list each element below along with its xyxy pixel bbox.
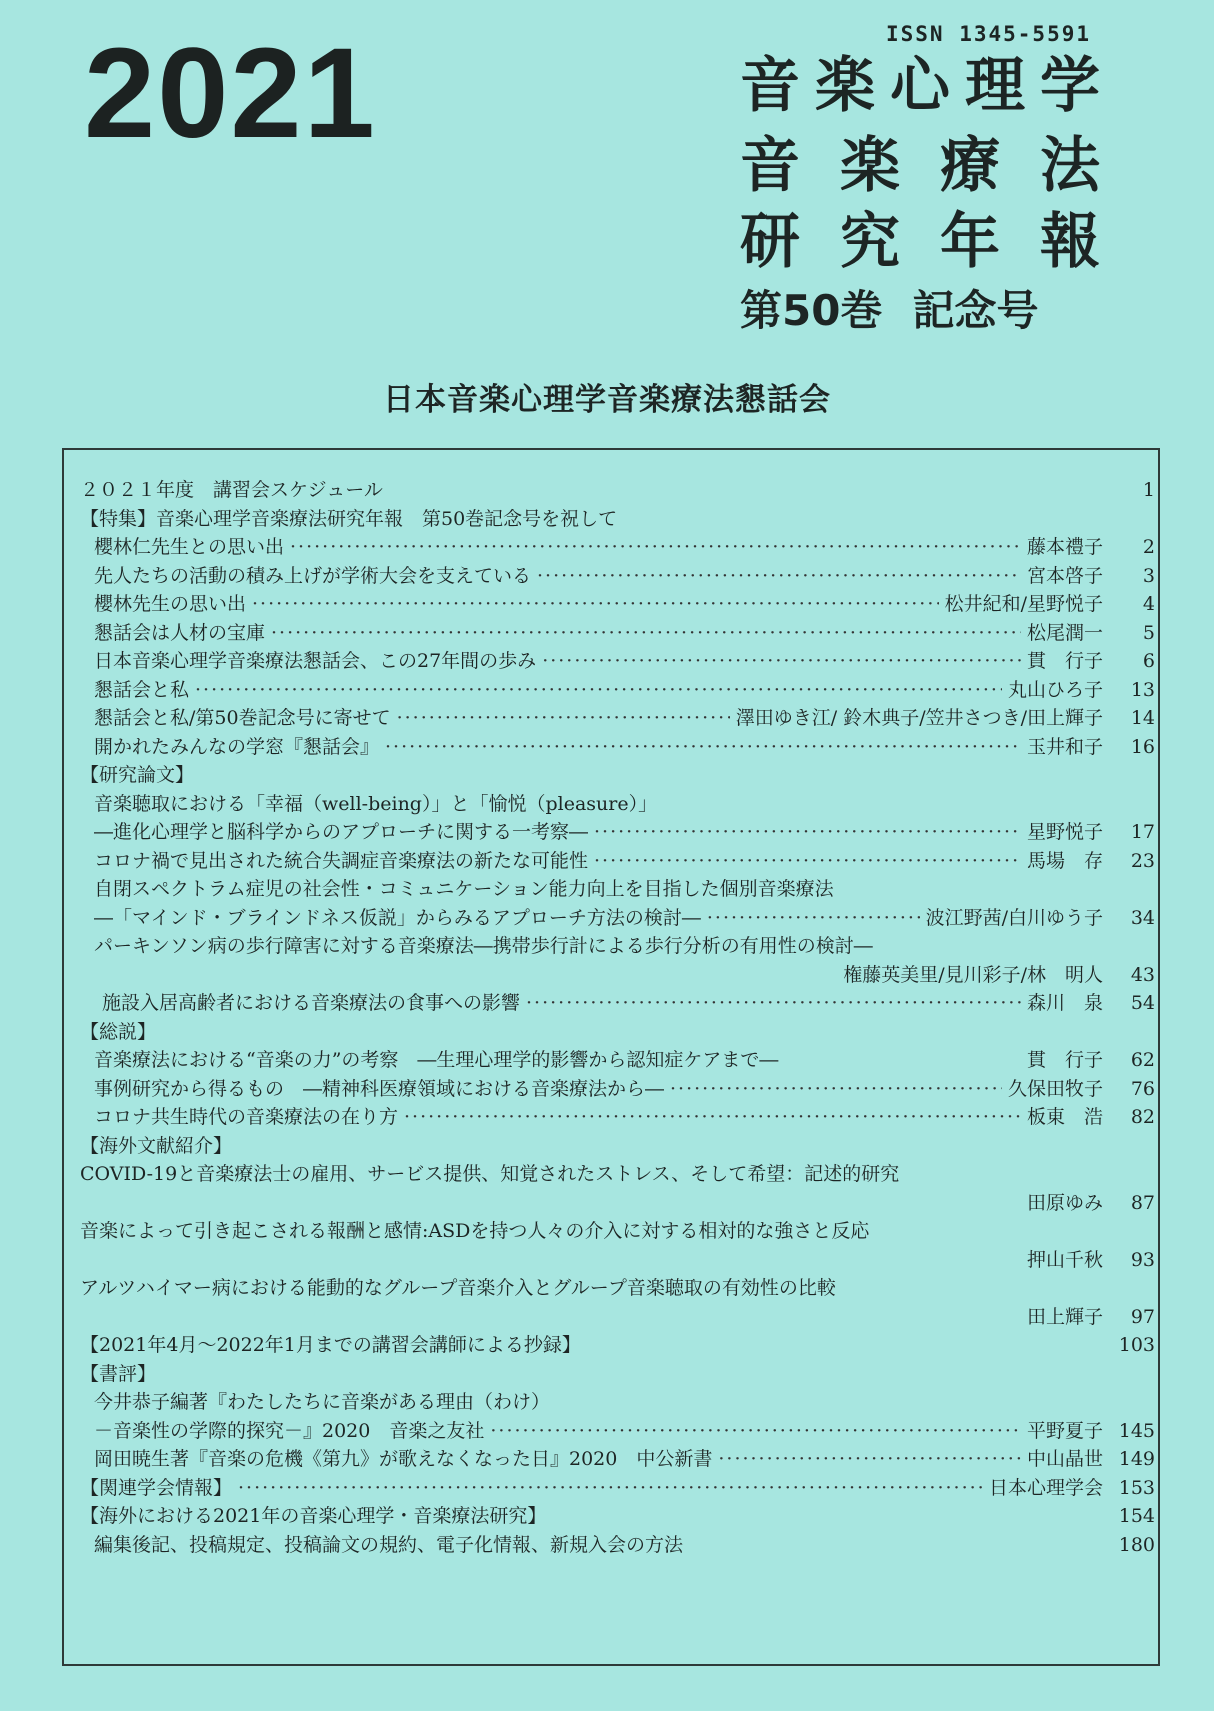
volume-label: [740, 286, 1039, 335]
toc-entry-page: 43: [1130, 963, 1155, 986]
toc-leader-dots: [594, 847, 1021, 876]
toc-entry: [80, 1331, 1155, 1360]
toc-entry: [80, 790, 1155, 819]
journal-title-line-2: 音楽療法: [740, 131, 1100, 201]
toc-entry-page: 2: [1142, 536, 1155, 558]
toc-entry-title: 懇話会と私: [94, 678, 190, 701]
toc-entry-title: 【関連学会情報】: [80, 1476, 233, 1499]
toc-entry: [80, 647, 1155, 676]
toc-leader-dots: [397, 704, 730, 733]
toc-entry-page: 6: [1142, 650, 1155, 672]
toc-entry-page: 76: [1130, 1077, 1155, 1100]
toc-leader-dots: [594, 818, 1021, 847]
toc-leader-dots: [718, 1445, 1021, 1474]
toc-entry-page: 87: [1130, 1191, 1155, 1214]
toc-entry-author: 星野悦子: [1026, 821, 1103, 843]
issn-number: ISSN 1345-5591: [886, 22, 1092, 46]
commemorative-label: 記念号: [912, 286, 1039, 335]
toc-entry: [80, 1388, 1155, 1417]
toc-entry-title: 岡田暁生著『音楽の危機《第九》が歌えなくなった日』2020 中公新書: [94, 1448, 713, 1470]
toc-entry: [80, 1274, 1155, 1303]
toc-entry-author: 森川 泉: [1026, 992, 1103, 1014]
toc-entry-title: 開かれたみんなの学窓『懇話会』: [94, 735, 380, 758]
toc-entry: [80, 619, 1155, 648]
toc-entry: [80, 590, 1155, 619]
toc-entry-title: 自閉スペクトラム症児の社会性・コミュニケーション能力向上を目指した個別音楽療法: [94, 878, 834, 900]
toc-entry-title: 【特集】音楽心理学音楽療法研究年報 第50巻記念号を祝して: [80, 507, 618, 530]
toc-entry: [80, 1132, 1155, 1161]
toc-entry: [80, 533, 1155, 562]
journal-title-line-3: 研究年報: [740, 207, 1100, 277]
table-of-contents: [80, 476, 1155, 1559]
toc-leader-dots: [490, 1417, 1021, 1446]
toc-entry-author: 宮本啓子: [1026, 564, 1103, 587]
toc-entry-page: 17: [1130, 821, 1155, 843]
toc-leader-dots: [385, 733, 1021, 762]
toc-entry-page: 154: [1118, 1505, 1155, 1527]
toc-entry-page: 54: [1130, 992, 1155, 1014]
toc-entry: [80, 1531, 1155, 1560]
toc-entry-title: ―進化心理学と脳科学からのアプローチに関する一考察―: [94, 821, 589, 843]
toc-entry: [80, 733, 1155, 762]
toc-entry: [80, 1217, 1155, 1246]
toc-entry-title: COVID-19と音楽療法士の雇用、サービス提供、知覚されたストレス、そして希望：記述的研究: [80, 1163, 900, 1185]
toc-entry-title: ―「マインド・ブラインドネス仮説」からみるアプローチ方法の検討―: [94, 906, 701, 929]
toc-entry-title: 施設入居高齢者における音楽療法の食事への影響: [102, 992, 521, 1014]
toc-entry: [80, 505, 1155, 534]
toc-entry-page: 97: [1130, 1305, 1155, 1328]
toc-entry-title: コロナ共生時代の音楽療法の在り方: [94, 1106, 399, 1128]
toc-entry-page: 4: [1142, 593, 1155, 615]
toc-leader-dots: [252, 590, 939, 619]
toc-entry-title: 事例研究から得るもの ―精神科医療領域における音楽療法から―: [94, 1077, 665, 1100]
toc-entry-author: 平野夏子: [1026, 1419, 1103, 1442]
toc-entry-title: 【海外における2021年の音楽心理学・音楽療法研究】: [80, 1505, 547, 1527]
toc-entry-title: 櫻林先生の思い出: [94, 593, 247, 615]
toc-entry: [80, 1160, 1155, 1189]
toc-entry-title: 【海外文献紹介】: [80, 1134, 233, 1157]
toc-entry-page: 23: [1130, 849, 1155, 872]
toc-entry-title: 【研究論文】: [80, 764, 195, 786]
toc-entry-page: 103: [1118, 1334, 1155, 1356]
toc-entry-page: 62: [1130, 1049, 1155, 1071]
toc-entry-page: 180: [1118, 1533, 1155, 1556]
toc-entry-author: 権藤英美里/見川彩子/林 明人: [843, 963, 1103, 986]
toc-leader-dots: [537, 562, 1021, 591]
toc-leader-dots: [290, 533, 1021, 562]
toc-entry-title: 懇話会と私/第50巻記念号に寄せて: [94, 707, 391, 729]
toc-entry: [80, 562, 1155, 591]
toc-leader-dots: [542, 647, 1021, 676]
toc-entry-page: 145: [1118, 1419, 1155, 1442]
toc-entry-page: 5: [1142, 621, 1155, 644]
toc-entry: [80, 875, 1155, 904]
toc-entry: [80, 476, 1155, 505]
toc-entry-title: －音楽性の学際的探究－』2020 音楽之友社: [94, 1419, 485, 1442]
toc-entry: [80, 1445, 1155, 1474]
toc-entry-author: 松尾潤一: [1026, 621, 1103, 644]
toc-entry: [80, 761, 1155, 790]
toc-entry-title: 懇話会は人材の宝庫: [94, 621, 266, 644]
toc-entry-page: 34: [1130, 906, 1155, 929]
toc-entry-title: 【総説】: [80, 1020, 157, 1043]
toc-entry: [80, 704, 1155, 733]
toc-entry-title: ２０２１年度 講習会スケジュール: [80, 479, 383, 501]
toc-entry-author: 澤田ゆき江/ 鈴木典子/笠井さつき/田上輝子: [735, 707, 1103, 729]
toc-leader-dots: [404, 1103, 1021, 1132]
toc-leader-dots: [526, 989, 1021, 1018]
toc-leader-dots: [707, 904, 920, 933]
toc-entry: [80, 1303, 1155, 1332]
society-name: 日本音楽心理学音楽療法懇話会: [383, 382, 831, 418]
toc-entry-author: 田上輝子: [1026, 1305, 1103, 1328]
toc-entry-title: 【書評】: [80, 1362, 157, 1385]
toc-entry-page: 149: [1118, 1448, 1155, 1470]
toc-entry: [80, 1360, 1155, 1389]
toc-entry-title: 音楽聴取における「幸福（well-being）」と「愉悦（pleasure）」: [94, 792, 658, 815]
toc-entry-title: 日本音楽心理学音楽療法懇話会、この27年間の歩み: [94, 650, 537, 672]
toc-entry-author: 松井紀和/星野悦子: [944, 593, 1103, 615]
toc-entry-author: 馬場 存: [1026, 849, 1103, 872]
toc-entry: [80, 932, 1155, 961]
toc-entry: [80, 847, 1155, 876]
toc-entry-page: 93: [1130, 1248, 1155, 1271]
toc-entry-author: 中山晶世: [1026, 1448, 1103, 1470]
toc-entry-author: 波江野茜/白川ゆう子: [925, 906, 1103, 929]
toc-entry: [80, 904, 1155, 933]
toc-entry-title: アルツハイマー病における能動的なグループ音楽介入とグループ音楽聴取の有効性の比較: [80, 1277, 836, 1299]
toc-leader-dots: [238, 1474, 983, 1503]
toc-entry-author: 丸山ひろ子: [1007, 678, 1103, 701]
toc-entry: [80, 1075, 1155, 1104]
toc-entry-author: 藤本禮子: [1026, 536, 1103, 558]
toc-entry-author: 貫 行子: [1026, 1049, 1103, 1071]
toc-entry-title: 音楽療法における“音楽の力”の考察 ―生理心理学的影響から認知症ケアまで―: [94, 1049, 779, 1071]
cover-year: 2021: [84, 22, 377, 165]
toc-entry-title: 櫻林仁先生との思い出: [94, 536, 285, 558]
toc-entry: [80, 961, 1155, 990]
toc-entry-title: 音楽によって引き起こされる報酬と感情:ASDを持つ人々の介入に対する相対的な強さと反応: [80, 1220, 870, 1242]
toc-leader-dots: [670, 1075, 1002, 1104]
toc-entry: [80, 1189, 1155, 1218]
toc-entry: [80, 1502, 1155, 1531]
toc-entry: [80, 1474, 1155, 1503]
journal-title-line-1: 音楽心理学: [740, 51, 1100, 121]
toc-entry-page: 16: [1130, 735, 1155, 758]
toc-entry-title: 編集後記、投稿規定、投稿論文の規約、電子化情報、新規入会の方法: [94, 1533, 684, 1556]
toc-entry: [80, 818, 1155, 847]
toc-entry-title: 【2021年4月～2022年1月までの講習会講師による抄録】: [80, 1334, 581, 1356]
toc-entry-title: 今井恭子編著『わたしたちに音楽がある理由（わけ）: [94, 1391, 551, 1413]
toc-entry-author: 押山千秋: [1026, 1248, 1103, 1271]
toc-entry-page: 82: [1130, 1106, 1155, 1128]
toc-entry-page: 14: [1130, 707, 1155, 729]
toc-entry-author: 日本心理学会: [988, 1476, 1103, 1499]
toc-entry: [80, 1103, 1155, 1132]
toc-entry-author: 玉井和子: [1026, 735, 1103, 758]
volume-number: 第50巻: [740, 286, 883, 335]
toc-entry-author: 田原ゆみ: [1026, 1191, 1103, 1214]
toc-entry-page: 3: [1142, 564, 1155, 587]
toc-entry-author: 板東 浩: [1026, 1106, 1103, 1128]
toc-entry-author: 久保田牧子: [1007, 1077, 1103, 1100]
toc-entry: [80, 989, 1155, 1018]
toc-entry: [80, 1018, 1155, 1047]
toc-entry-title: コロナ禍で見出された統合失調症音楽療法の新たな可能性: [94, 849, 589, 872]
toc-entry: [80, 1417, 1155, 1446]
toc-entry-page: 1: [1142, 479, 1155, 501]
toc-entry-author: 貫 行子: [1026, 650, 1103, 672]
toc-entry-title: 先人たちの活動の積み上げが学術大会を支えている: [94, 564, 532, 587]
toc-entry-page: 153: [1118, 1476, 1155, 1499]
toc-entry-title: パーキンソン病の歩行障害に対する音楽療法―携帯歩行計による歩行分析の有用性の検討―: [94, 935, 873, 957]
toc-entry: [80, 1246, 1155, 1275]
toc-entry-page: 13: [1130, 678, 1155, 701]
toc-leader-dots: [195, 676, 1002, 705]
toc-entry: [80, 676, 1155, 705]
toc-entry: [80, 1046, 1155, 1075]
toc-leader-dots: [271, 619, 1021, 648]
